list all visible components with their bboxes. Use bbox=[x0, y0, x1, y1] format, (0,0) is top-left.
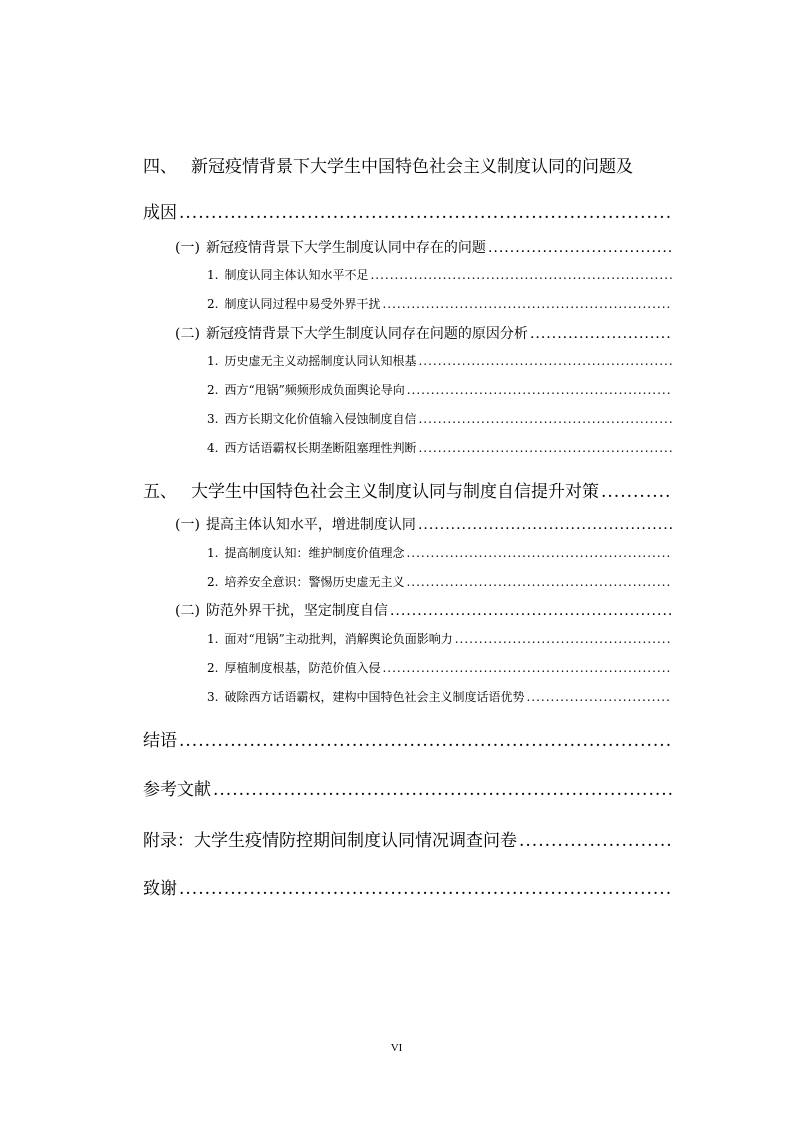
toc-leader-dots bbox=[382, 297, 672, 311]
toc-subsection-title: 新冠疫情背景下大学生制度认同存在问题的原因分析 bbox=[205, 326, 528, 342]
toc-leader-dots bbox=[530, 326, 672, 342]
toc-item-4-2-3[interactable] bbox=[143, 410, 672, 427]
toc-leader-dots bbox=[407, 383, 672, 397]
toc-leader-dots bbox=[406, 575, 672, 589]
toc-section-number: 四、 bbox=[143, 157, 177, 177]
toc-item-title: 破除西方话语霸权，建构中国特色社会主义制度话语优势 bbox=[224, 690, 525, 704]
toc-leader-dots bbox=[418, 441, 672, 455]
toc-leader-dots bbox=[406, 546, 672, 560]
toc-subsection-title: 防范外界干扰，坚定制度自信 bbox=[205, 603, 388, 619]
toc-leader-dots bbox=[418, 354, 672, 368]
toc-leader-dots bbox=[382, 661, 672, 675]
toc-section-4-line1[interactable] bbox=[143, 152, 672, 177]
toc-item-title: 面对“甩锅”主动批判，消解舆论负面影响力 bbox=[224, 632, 453, 646]
toc-subsection-number: (二) bbox=[175, 603, 200, 619]
toc-item-number: 3. bbox=[207, 412, 219, 426]
toc-appendix-title: 附录：大学生疫情防控期间制度认同情况调查问卷 bbox=[143, 831, 517, 851]
toc-thanks[interactable] bbox=[143, 874, 672, 899]
toc-leader-dots bbox=[418, 517, 672, 533]
toc-item-number: 1. bbox=[207, 546, 219, 560]
toc-leader-dots bbox=[370, 268, 672, 282]
toc-item-title: 西方“甩锅”频频形成负面舆论导向 bbox=[224, 383, 405, 397]
toc-item-title: 西方长期文化价值输入侵蚀制度自信 bbox=[224, 412, 417, 426]
toc-item-4-1-2[interactable] bbox=[143, 295, 672, 312]
toc-item-title: 制度认同过程中易受外界干扰 bbox=[224, 297, 381, 311]
toc-item-title: 历史虚无主义动摇制度认同认知根基 bbox=[224, 354, 417, 368]
toc-appendix[interactable] bbox=[143, 826, 672, 851]
toc-references[interactable] bbox=[143, 775, 672, 800]
toc-item-5-1-2[interactable] bbox=[143, 573, 672, 590]
toc-item-title: 西方话语霸权长期垄断阻塞理性判断 bbox=[224, 441, 417, 455]
toc-subsection-4-1[interactable] bbox=[143, 237, 672, 257]
toc-leader-dots bbox=[213, 780, 672, 800]
toc-section-4-line2[interactable] bbox=[143, 198, 672, 223]
toc-subsection-number: (二) bbox=[175, 326, 200, 342]
toc-leader-dots bbox=[455, 632, 672, 646]
toc-leader-dots bbox=[601, 482, 672, 502]
toc-item-number: 2. bbox=[207, 661, 219, 675]
page-number: VI bbox=[390, 1042, 403, 1054]
toc-leader-dots bbox=[526, 690, 672, 704]
toc-subsection-5-1[interactable] bbox=[143, 514, 672, 534]
toc-conclusion-title: 结语 bbox=[143, 731, 177, 751]
toc-item-number: 1. bbox=[207, 354, 219, 368]
toc-leader-dots bbox=[179, 203, 672, 223]
toc-item-5-2-3[interactable] bbox=[143, 688, 672, 705]
toc-item-title: 制度认同主体认知水平不足 bbox=[224, 268, 369, 282]
toc-item-title: 培养安全意识：警惕历史虚无主义 bbox=[224, 575, 405, 589]
toc-item-4-1-1[interactable] bbox=[143, 266, 672, 283]
toc-item-5-1-1[interactable] bbox=[143, 544, 672, 561]
toc-subsection-title: 新冠疫情背景下大学生制度认同中存在的问题 bbox=[205, 240, 486, 256]
toc-leader-dots bbox=[488, 240, 672, 256]
toc-item-4-2-1[interactable] bbox=[143, 352, 672, 369]
toc-item-5-2-2[interactable] bbox=[143, 659, 672, 676]
toc-subsection-title: 提高主体认知水平，增进制度认同 bbox=[205, 517, 416, 533]
toc-item-title: 提高制度认知：维护制度价值理念 bbox=[224, 546, 405, 560]
toc-item-title: 厚植制度根基，防范价值入侵 bbox=[224, 661, 381, 675]
toc-section-5[interactable] bbox=[143, 477, 672, 502]
toc-subsection-number: (一) bbox=[175, 240, 200, 256]
toc-subsection-number: (一) bbox=[175, 517, 200, 533]
toc-section-number: 五、 bbox=[143, 482, 177, 502]
toc-section-title: 新冠疫情背景下大学生中国特色社会主义制度认同的问题及 bbox=[191, 157, 633, 177]
toc-subsection-5-2[interactable] bbox=[143, 600, 672, 620]
toc-leader-dots bbox=[519, 831, 672, 851]
toc-leader-dots bbox=[179, 879, 672, 899]
toc-item-number: 1. bbox=[207, 632, 219, 646]
toc-section-title: 大学生中国特色社会主义制度认同与制度自信提升对策 bbox=[191, 482, 599, 502]
toc-item-5-2-1[interactable] bbox=[143, 630, 672, 647]
toc-item-4-2-2[interactable] bbox=[143, 381, 672, 398]
toc-item-number: 1. bbox=[207, 268, 219, 282]
toc-section-title-cont: 成因 bbox=[143, 203, 177, 223]
toc-conclusion[interactable] bbox=[143, 726, 672, 751]
toc-leader-dots bbox=[390, 603, 672, 619]
toc-item-number: 4. bbox=[207, 441, 219, 455]
toc-subsection-4-2[interactable] bbox=[143, 323, 672, 343]
toc-item-number: 2. bbox=[207, 575, 219, 589]
toc-leader-dots bbox=[179, 731, 672, 751]
toc-item-4-2-4[interactable] bbox=[143, 439, 672, 456]
toc-references-title: 参考文献 bbox=[143, 780, 211, 800]
toc-item-number: 3. bbox=[207, 690, 219, 704]
toc-leader-dots bbox=[418, 412, 672, 426]
toc-item-number: 2. bbox=[207, 383, 219, 397]
toc-item-number: 2. bbox=[207, 297, 219, 311]
toc-thanks-title: 致谢 bbox=[143, 879, 177, 899]
